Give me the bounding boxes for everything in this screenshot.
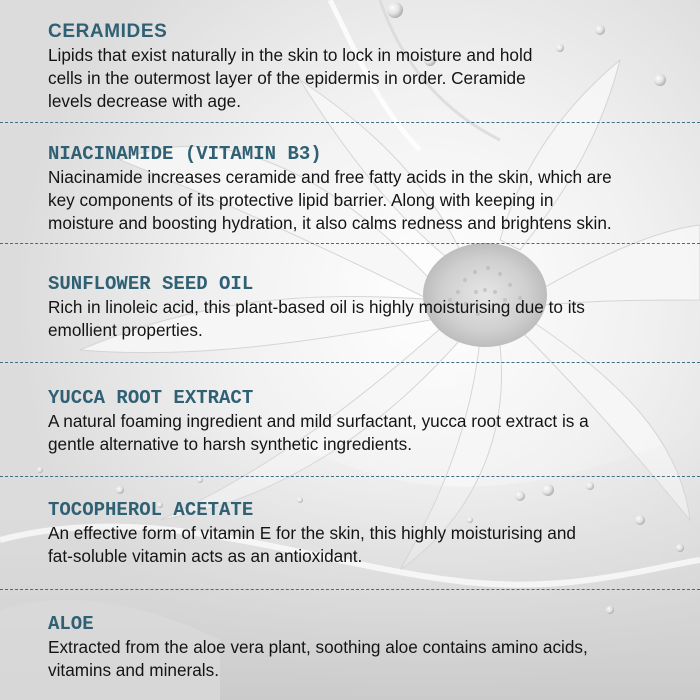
- section-divider: [0, 362, 700, 363]
- ingredient-title: SUNFLOWER SEED OIL: [48, 273, 254, 295]
- section-divider: [0, 476, 700, 477]
- ingredient-title: NIACINAMIDE (VITAMIN B3): [48, 143, 322, 165]
- ingredient-description: A natural foaming ingredient and mild surfactant, yucca root extract is a gentle alternative to harsh synthetic ingredients.: [48, 411, 589, 454]
- ingredient-description: Lipids that exist naturally in the skin to lock in moisture and hold cells in the outermost layer of the epidermis in order. Ceramide levels decrease with age.: [48, 45, 533, 111]
- ingredient-sunflower-seed-oil: [0, 272, 700, 342]
- ingredient-description: Extracted from the aloe vera plant, soothing aloe contains amino acids, vitamins and minerals.: [48, 637, 588, 680]
- section-divider: [0, 122, 700, 123]
- ingredient-description: An effective form of vitamin E for the skin, this highly moisturising and fat-soluble vitamin acts as an antioxidant.: [48, 523, 576, 566]
- ingredient-title: CERAMIDES: [48, 21, 168, 42]
- ingredient-ceramides: [0, 20, 700, 113]
- ingredient-description: Rich in linoleic acid, this plant-based oil is highly moisturising due to its emollient properties.: [48, 297, 585, 340]
- ingredient-title: ALOE: [48, 613, 94, 635]
- ingredient-tocopherol-acetate: [0, 498, 700, 568]
- ingredient-title: YUCCA ROOT EXTRACT: [48, 387, 254, 409]
- ingredient-description: Niacinamide increases ceramide and free fatty acids in the skin, which are key components of its protective lipid barrier. Along with keeping in moisture and boosting hydration, it also calms redness and brightens skin.: [48, 167, 612, 233]
- ingredient-niacinamide: [0, 142, 700, 235]
- ingredient-title: TOCOPHEROL ACETATE: [48, 499, 254, 521]
- ingredient-yucca-root-extract: [0, 386, 700, 456]
- section-divider: [0, 589, 700, 590]
- ingredient-aloe: [0, 612, 700, 682]
- section-divider: [0, 243, 700, 244]
